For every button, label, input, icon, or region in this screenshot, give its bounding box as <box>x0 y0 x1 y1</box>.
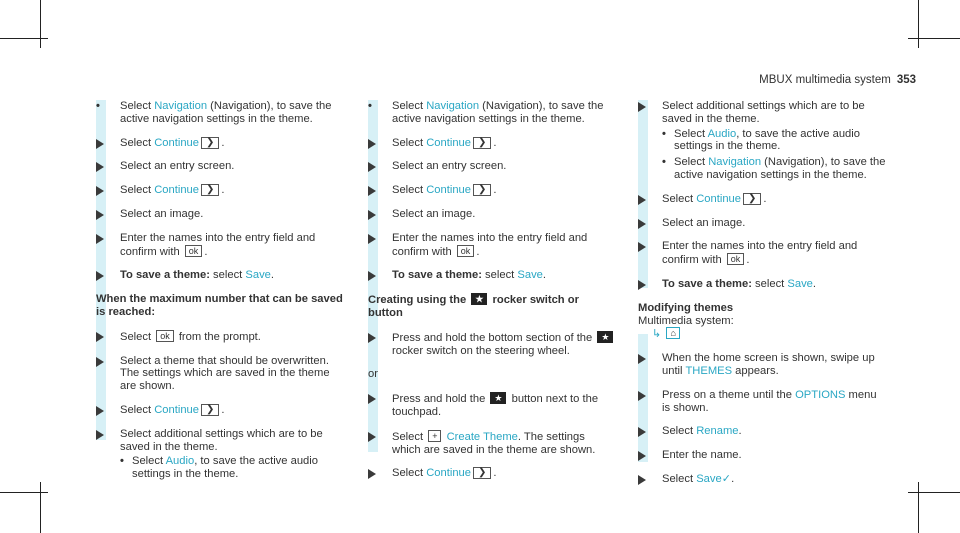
themes-option[interactable]: THEMES <box>685 364 733 377</box>
continue-button[interactable]: Continue <box>154 403 199 416</box>
step-arrow-icon <box>638 451 646 461</box>
step: Select Continue ❯ . <box>96 137 344 150</box>
step-arrow-icon <box>368 162 376 172</box>
step-arrow-icon <box>368 271 376 281</box>
crop-mark <box>40 482 41 533</box>
step-arrow-icon <box>638 354 646 364</box>
step-arrow-icon <box>638 242 646 252</box>
navigation-option[interactable]: Navigation <box>154 100 208 112</box>
bullet-item: • Select Audio, to save the active audio settings in the theme. <box>662 127 860 153</box>
step: Enter the names into the entry field and confirm with ok . <box>96 232 344 259</box>
step: Enter the name. <box>638 449 886 462</box>
chevron-right-icon: ❯ <box>201 404 219 416</box>
step: Select a theme that should be overwritten. The settings which are saved in the theme are shown. <box>96 355 344 393</box>
step: Select an entry screen. <box>368 160 616 173</box>
rename-option[interactable]: Rename <box>696 425 739 438</box>
ok-key-icon: ok <box>156 330 174 342</box>
step: Select Save✓. <box>638 473 886 486</box>
path-arrow-icon: ↳ <box>652 328 662 341</box>
create-theme-option[interactable]: Create Theme <box>446 430 518 443</box>
step: Select Continue ❯ . <box>368 467 616 480</box>
options-menu[interactable]: OPTIONS <box>795 388 846 401</box>
home-icon[interactable]: ⌂ <box>666 327 679 339</box>
navigation-option[interactable]: Navigation <box>708 156 762 169</box>
step-arrow-icon <box>638 475 646 485</box>
step: To save a theme: select Save. <box>638 278 886 291</box>
bullet-icon: • <box>368 100 372 112</box>
continue-button[interactable]: Continue <box>154 136 199 149</box>
save-check-option[interactable]: Save✓ <box>696 472 732 485</box>
step-arrow-icon <box>96 186 104 196</box>
bullet-icon: • <box>662 156 666 169</box>
star-key-icon: ★ <box>597 331 613 343</box>
crop-mark <box>40 0 41 48</box>
bullet-item: • Select Navigation (Navigation), to save the active navigation settings in the theme. <box>662 156 886 181</box>
step-arrow-icon <box>638 219 646 229</box>
crop-mark <box>918 482 919 533</box>
step: Select Rename. <box>638 425 886 438</box>
or-text: or <box>368 368 378 381</box>
path-line <box>638 327 886 341</box>
step: Select an image. <box>638 217 886 230</box>
step-arrow-icon <box>638 391 646 401</box>
step-arrow-icon <box>96 139 104 149</box>
audio-option[interactable]: Audio <box>707 127 737 140</box>
check-icon: ✓ <box>721 472 732 485</box>
step-arrow-icon <box>96 332 104 342</box>
continue-button[interactable]: Continue <box>426 184 471 197</box>
chevron-right-icon: ❯ <box>473 137 491 149</box>
step: When the home screen is shown, swipe up until THEMES appears. <box>638 352 886 378</box>
star-key-icon: ★ <box>490 392 506 404</box>
step: Enter the names into the entry field and confirm with ok . <box>638 240 886 267</box>
bullet-icon: • <box>662 127 666 140</box>
crop-mark <box>0 492 48 493</box>
step-arrow-icon <box>96 357 104 367</box>
step-arrow-icon <box>96 210 104 220</box>
step: Select additional settings which are to be saved in the theme. • Select Audio, to save the active audio settings in the theme. <box>96 428 344 481</box>
save-option[interactable]: Save <box>787 277 813 290</box>
chevron-right-icon: ❯ <box>473 467 491 479</box>
bullet-icon: • <box>96 100 100 112</box>
chevron-right-icon: ❯ <box>201 184 219 196</box>
crop-mark <box>918 0 919 48</box>
step-arrow-icon <box>96 406 104 416</box>
page-header <box>759 74 916 86</box>
save-option[interactable]: Save <box>517 269 543 282</box>
step: Select Continue ❯ . <box>638 193 886 206</box>
step: Press on a theme until the OPTIONS menu is shown. <box>638 389 886 415</box>
step: Select ok from the prompt. <box>96 330 344 344</box>
section-heading: When the maximum number that can be saved is reached: <box>96 293 343 318</box>
step-arrow-icon <box>368 469 376 479</box>
modify-section <box>638 302 886 341</box>
step-arrow-icon <box>368 210 376 220</box>
bullet-icon: • <box>120 455 124 468</box>
step: Select + Create Theme. The settings which are saved in the theme are shown. <box>368 430 616 457</box>
step-arrow-icon <box>96 430 104 440</box>
navigation-option[interactable]: Navigation <box>426 100 480 112</box>
step: Select Continue ❯ . <box>96 184 344 197</box>
step: Select an image. <box>368 208 616 221</box>
continue-button[interactable]: Continue <box>426 136 471 149</box>
step: Select an image. <box>96 208 344 221</box>
chevron-right-icon: ❯ <box>201 137 219 149</box>
bullet-item: • Select Audio, to save the active audio settings in the theme. <box>120 455 318 481</box>
step-arrow-icon <box>368 394 376 404</box>
section-heading: Creating using the ★ rocker switch or button <box>368 294 579 319</box>
step-arrow-icon <box>368 432 376 442</box>
crop-mark <box>908 492 960 493</box>
step: Select Continue ❯ . <box>368 184 616 197</box>
chevron-right-icon: ❯ <box>473 184 491 196</box>
step-arrow-icon <box>368 333 376 343</box>
step: Select additional settings which are to be saved in the theme. • Select Audio, to save the active audio settings in the theme. • Select Navigation (Navigation), to save the active navigation settings in the theme. <box>638 100 886 182</box>
continue-button[interactable]: Continue <box>696 192 741 205</box>
crop-mark <box>0 38 48 39</box>
step-arrow-icon <box>368 234 376 244</box>
step: Select Continue ❯ . <box>368 137 616 150</box>
page-number: 353 <box>896 74 916 86</box>
star-key-icon: ★ <box>471 293 487 305</box>
step-arrow-icon <box>368 139 376 149</box>
step: To save a theme: select Save. <box>96 269 344 282</box>
step-arrow-icon <box>96 234 104 244</box>
step: To save a theme: select Save. <box>368 269 616 282</box>
step: Select an entry screen. <box>96 160 344 173</box>
continue-button[interactable]: Continue <box>426 467 471 480</box>
section-heading: Modifying themes <box>638 301 734 314</box>
ok-key-icon: ok <box>457 245 475 257</box>
menu-path: Multimedia system: <box>638 314 734 327</box>
save-option[interactable]: Save <box>245 269 271 282</box>
audio-option[interactable]: Audio <box>165 455 195 468</box>
step: Enter the names into the entry field and confirm with ok . <box>368 232 616 259</box>
step-arrow-icon <box>638 427 646 437</box>
plus-key-icon: + <box>428 430 441 442</box>
chevron-right-icon: ❯ <box>743 193 761 205</box>
crop-mark <box>908 38 960 39</box>
header-title: MBUX multimedia system <box>759 74 891 86</box>
step-arrow-icon <box>96 162 104 172</box>
step: Select Continue ❯ . <box>96 404 344 417</box>
ok-key-icon: ok <box>727 253 745 265</box>
ok-key-icon: ok <box>185 245 203 257</box>
continue-button[interactable]: Continue <box>154 184 199 197</box>
step-arrow-icon <box>368 186 376 196</box>
step-arrow-icon <box>96 271 104 281</box>
step: Press and hold the bottom section of the ★ rocker switch on the steering wheel. <box>368 331 616 358</box>
step-arrow-icon <box>638 102 646 112</box>
bullet-item: • Select Navigation (Navigation), to save the active navigation settings in the theme. <box>368 100 604 125</box>
step-arrow-icon <box>638 280 646 290</box>
step-arrow-icon <box>638 195 646 205</box>
step: Press and hold the ★ button next to the touchpad. <box>368 392 616 419</box>
bullet-item: • Select Navigation (Navigation), to save the active navigation settings in the theme. <box>96 100 332 125</box>
